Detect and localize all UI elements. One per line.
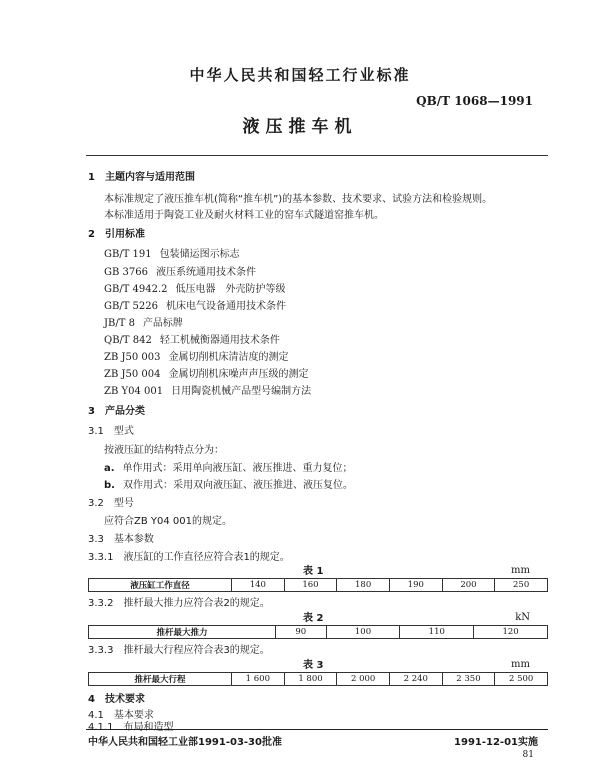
table-row (89, 579, 548, 592)
reference-code: ZB J50 003 (104, 352, 161, 363)
reference-title: 轻工机械衡器通用技术条件 (159, 335, 280, 346)
table-cell: 120 (474, 626, 548, 639)
table-cell: 190 (389, 579, 442, 592)
reference-title: 机床电气设备通用技术条件 (166, 301, 287, 312)
reference-code: QB/T 842 (104, 335, 152, 346)
reference-code: GB/T 4942.2 (104, 284, 168, 295)
table-1 (88, 578, 548, 592)
reference-item (104, 280, 286, 295)
standard-code: QB/T 1068—1991 (416, 94, 533, 108)
reference-item (104, 331, 280, 346)
reference-item (104, 365, 308, 380)
reference-code: GB/T 5226 (104, 301, 159, 312)
table-1-caption: 表 1 (303, 566, 324, 577)
table-cell: 1 800 (284, 673, 337, 686)
section-1-heading: 1 主题内容与适用范围 (88, 172, 195, 183)
table-cell: 90 (276, 626, 327, 639)
clause-3-1-item-b (104, 476, 353, 491)
table-cell: 100 (326, 626, 400, 639)
implementation-date: 1991-12-01实施 (454, 737, 538, 748)
table-2-label: 推杆最大推力 (89, 626, 276, 639)
header-rule (86, 155, 548, 156)
list-text: 单作用式：采用单向液压缸、液压推进、重力复位； (122, 463, 353, 474)
table-cell: 250 (495, 579, 548, 592)
clause-3-1-intro: 按液压缸的结构特点分为： (104, 445, 224, 456)
section-4-heading: 4 技术要求 (88, 694, 145, 705)
approval-line: 中华人民共和国轻工业部1991-03-30批准 (88, 737, 282, 748)
table-cell: 2 500 (495, 673, 548, 686)
table-cell: 180 (337, 579, 390, 592)
reference-code: ZB J50 004 (104, 369, 161, 380)
clause-3-3-2: 3.3.2 推杆最大推力应符合表2的规定。 (88, 598, 270, 609)
reference-item (104, 245, 240, 260)
reference-title: 金属切削机床噪声声压级的测定 (168, 369, 309, 380)
section-1-paragraph-2: 本标准适用于陶瓷工业及耐火材料工业的窑车式隧道窑推车机。 (104, 210, 384, 221)
table-2-unit: kN (515, 612, 530, 623)
table-3-label: 推杆最大行程 (89, 673, 232, 686)
reference-code: ZB Y04 001 (104, 386, 164, 397)
reference-title: 液压系统通用技术条件 (155, 267, 256, 278)
footer-rule (86, 729, 548, 730)
table-cell: 200 (442, 579, 495, 592)
clause-4-1-heading: 4.1 基本要求 (88, 710, 154, 721)
list-marker: b. (104, 480, 115, 491)
document-title: 液压推车机 (242, 117, 358, 137)
table-cell: 2 350 (442, 673, 495, 686)
table-3-unit: mm (511, 659, 530, 670)
reference-title: 包装储运图示标志 (159, 249, 240, 260)
list-text: 双作用式：采用双向液压缸、液压推进、液压复位。 (122, 480, 353, 491)
reference-item (104, 297, 286, 312)
reference-title: 金属切削机床清洁度的测定 (168, 352, 289, 363)
reference-title: 日用陶瓷机械产品型号编制方法 (171, 386, 312, 397)
page-number: 81 (522, 750, 534, 760)
table-2 (88, 625, 548, 639)
reference-code: GB/T 191 (104, 249, 152, 260)
table-2-caption: 表 2 (303, 613, 324, 624)
table-1-label: 液压缸工作直径 (89, 579, 232, 592)
reference-item (104, 263, 256, 278)
table-cell: 2 240 (389, 673, 442, 686)
table-cell: 110 (400, 626, 474, 639)
list-marker: a. (104, 463, 115, 474)
table-1-unit: mm (511, 565, 530, 576)
clause-3-1-item-a (104, 459, 353, 474)
table-3 (88, 672, 548, 686)
clause-3-1-heading: 3.1 型式 (88, 426, 134, 437)
reference-code: GB 3766 (104, 267, 148, 278)
table-cell: 1 600 (232, 673, 285, 686)
reference-item (104, 382, 311, 397)
clause-3-3-1: 3.3.1 液压缸的工作直径应符合表1的规定。 (88, 552, 290, 563)
clause-4-1-1-heading: 4.1.1 布局和造型 (88, 722, 174, 733)
standard-title: 中华人民共和国轻工行业标准 (189, 66, 411, 84)
reference-code: JB/T 8 (104, 318, 135, 329)
clause-3-3-3: 3.3.3 推杆最大行程应符合表3的规定。 (88, 645, 270, 656)
table-cell: 140 (232, 579, 285, 592)
clause-3-2-heading: 3.2 型号 (88, 498, 134, 509)
section-1-paragraph-1: 本标准规定了液压推车机(简称“推车机”)的基本参数、技术要求、试验方法和检验规则。 (104, 194, 493, 205)
clause-3-2-text: 应符合ZB Y04 001的规定。 (104, 516, 232, 527)
reference-item (104, 348, 288, 363)
clause-3-3-heading: 3.3 基本参数 (88, 534, 154, 545)
reference-item (104, 314, 183, 329)
table-cell: 2 000 (337, 673, 390, 686)
table-row (89, 626, 548, 639)
section-2-heading: 2 引用标准 (88, 229, 145, 240)
reference-title: 低压电器 外壳防护等级 (175, 284, 286, 295)
table-row (89, 673, 548, 686)
table-3-caption: 表 3 (303, 660, 324, 671)
reference-title: 产品标牌 (142, 318, 183, 329)
table-cell: 160 (284, 579, 337, 592)
section-3-heading: 3 产品分类 (88, 406, 145, 417)
